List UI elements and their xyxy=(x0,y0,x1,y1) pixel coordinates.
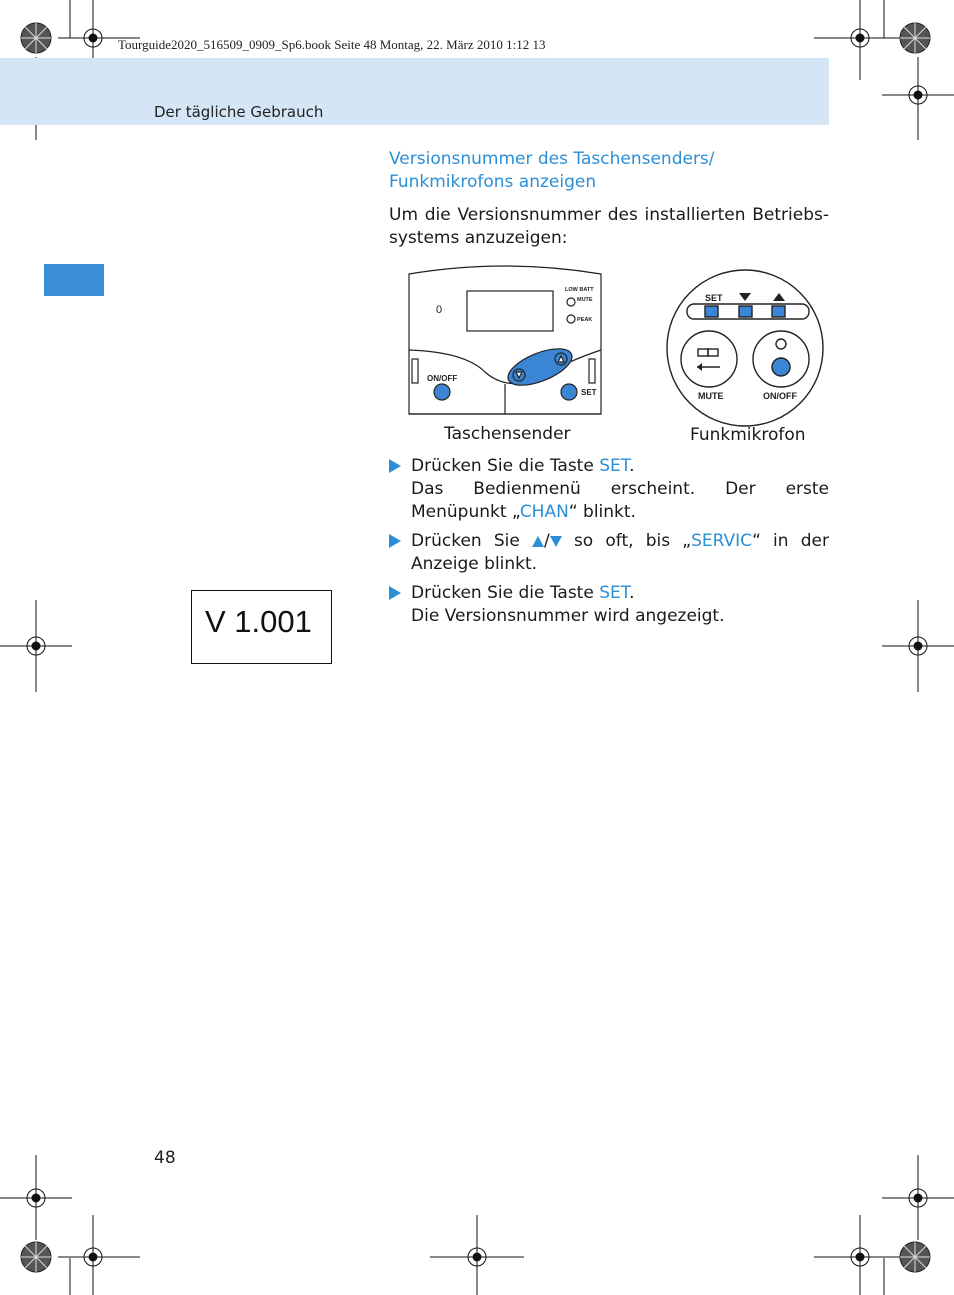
step-1 xyxy=(389,455,829,524)
step-2-text: Drücken Sie xyxy=(411,531,533,551)
transmitter-caption: Taschensender xyxy=(444,424,571,444)
transmitter-display-digit: 0 xyxy=(436,304,443,316)
step-1-end: . xyxy=(629,456,635,476)
mic-label-mute: MUTE xyxy=(698,391,724,401)
step-3-text: Drücken Sie die Taste xyxy=(411,583,600,603)
label-on-off: ON/OFF xyxy=(427,374,458,383)
step-3 xyxy=(389,582,829,628)
up-arrow-icon xyxy=(532,536,544,547)
step-3-end: . xyxy=(629,583,635,603)
step-3-result: Die Versionsnummer wird angezeigt. xyxy=(411,606,725,626)
mic-label-on-off: ON/OFF xyxy=(763,391,797,401)
label-set: SET xyxy=(581,388,597,397)
section-title xyxy=(389,148,829,194)
version-display-value: V 1.001 xyxy=(205,604,312,639)
bullet-arrow-icon xyxy=(389,459,401,473)
running-head: Der tägliche Gebrauch xyxy=(154,103,324,121)
menu-item-servic: SERVIC xyxy=(691,531,753,551)
chapter-tab xyxy=(44,264,104,296)
page-number: 48 xyxy=(154,1148,176,1168)
bullet-arrow-icon xyxy=(389,534,401,548)
header-band xyxy=(0,58,829,125)
step-2-end: “ in der Anzeige blinkt. xyxy=(411,531,829,574)
step-1-result-end: “ blinkt. xyxy=(568,502,636,522)
down-arrow-icon xyxy=(550,536,562,547)
key-set: SET xyxy=(599,583,630,603)
label-mute: MUTE xyxy=(577,297,593,303)
section-title-line1: Versionsnummer des Taschensenders/ xyxy=(389,149,715,169)
device-figure xyxy=(405,262,835,452)
step-1-text: Drücken Sie die Taste xyxy=(411,456,600,476)
mic-label-set: SET xyxy=(705,293,723,303)
key-set: SET xyxy=(599,456,630,476)
microphone-caption: Funkmikrofon xyxy=(690,425,806,445)
bullet-arrow-icon xyxy=(389,586,401,600)
step-2-mid: so oft, bis „ xyxy=(561,531,692,551)
intro-text: Um die Versionsnummer des installierten Betriebs-systems anzuzeigen: xyxy=(389,205,829,248)
menu-item-chan: CHAN xyxy=(519,502,569,522)
step-1-result: Das Bedienmenü erscheint. Der erste Menüpunkt „ xyxy=(411,479,829,522)
step-2-sep: / xyxy=(544,531,550,551)
print-header: Tourguide2020_516509_0909_Sp6.book Seite 48 Montag, 22. März 2010 1:12 13 xyxy=(118,37,546,52)
label-low-batt: LOW BATT xyxy=(565,287,594,293)
section-title-line2: Funkmikrofons anzeigen xyxy=(389,172,597,192)
step-2 xyxy=(389,530,829,576)
steps-list xyxy=(389,455,829,634)
label-peak: PEAK xyxy=(577,317,593,323)
